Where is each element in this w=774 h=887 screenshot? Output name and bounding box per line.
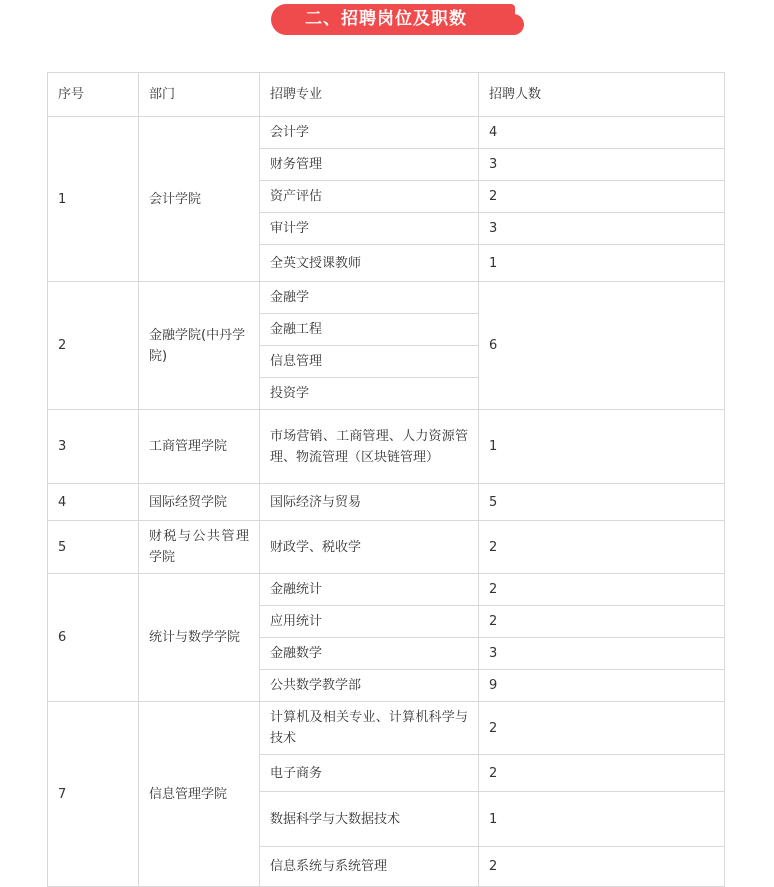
row-count: 1 — [479, 245, 725, 282]
row-major: 资产评估 — [260, 181, 479, 213]
row-major: 会计学 — [260, 117, 479, 149]
row-count: 2 — [479, 606, 725, 638]
row-count: 1 — [479, 410, 725, 484]
row-major: 金融学 — [260, 282, 479, 314]
row-count: 3 — [479, 149, 725, 181]
row-count: 3 — [479, 638, 725, 670]
row-dept: 工商管理学院 — [139, 410, 260, 484]
table-row — [48, 521, 725, 574]
table-row — [48, 282, 725, 314]
row-no: 1 — [48, 117, 139, 282]
row-major: 电子商务 — [260, 755, 479, 792]
row-dept: 统计与数学学院 — [139, 574, 260, 702]
row-major: 国际经济与贸易 — [260, 484, 479, 521]
row-count: 2 — [479, 702, 725, 755]
row-major: 财务管理 — [260, 149, 479, 181]
row-major: 信息系统与系统管理 — [260, 847, 479, 887]
row-count: 2 — [479, 847, 725, 887]
row-count: 2 — [479, 574, 725, 606]
row-dept: 会计学院 — [139, 117, 260, 282]
row-major: 数据科学与大数据技术 — [260, 792, 479, 847]
row-dept: 信息管理学院 — [139, 702, 260, 887]
header-no: 序号 — [48, 73, 139, 117]
table-row — [48, 702, 725, 755]
header-count: 招聘人数 — [479, 73, 725, 117]
row-major: 投资学 — [260, 378, 479, 410]
row-no: 2 — [48, 282, 139, 410]
row-count: 9 — [479, 670, 725, 702]
row-no: 5 — [48, 521, 139, 574]
header-major: 招聘专业 — [260, 73, 479, 117]
row-count: 4 — [479, 117, 725, 149]
row-major: 市场营销、工商管理、人力资源管理、物流管理（区块链管理） — [260, 410, 479, 484]
table-row — [48, 484, 725, 521]
row-major: 信息管理 — [260, 346, 479, 378]
row-count: 6 — [479, 282, 725, 410]
recruitment-table — [47, 72, 725, 887]
table-row — [48, 410, 725, 484]
row-no: 4 — [48, 484, 139, 521]
row-dept: 金融学院(中丹学院) — [139, 282, 260, 410]
row-count: 2 — [479, 521, 725, 574]
row-major: 金融统计 — [260, 574, 479, 606]
row-count: 2 — [479, 181, 725, 213]
row-major: 公共数学教学部 — [260, 670, 479, 702]
row-major: 审计学 — [260, 213, 479, 245]
row-count: 3 — [479, 213, 725, 245]
row-count: 1 — [479, 792, 725, 847]
banner-tail-decoration — [497, 14, 524, 35]
row-dept: 国际经贸学院 — [139, 484, 260, 521]
row-no: 3 — [48, 410, 139, 484]
row-major: 金融工程 — [260, 314, 479, 346]
row-major: 计算机及相关专业、计算机科学与技术 — [260, 702, 479, 755]
table-row — [48, 117, 725, 149]
row-dept: 财税与公共管理学院 — [139, 521, 260, 574]
row-count: 5 — [479, 484, 725, 521]
header-row — [48, 73, 725, 117]
row-no: 7 — [48, 702, 139, 887]
header-dept: 部门 — [139, 73, 260, 117]
row-major: 全英文授课教师 — [260, 245, 479, 282]
table-row — [48, 574, 725, 606]
row-major: 财政学、税收学 — [260, 521, 479, 574]
row-count: 2 — [479, 755, 725, 792]
row-major: 应用统计 — [260, 606, 479, 638]
row-major: 金融数学 — [260, 638, 479, 670]
section-title: 二、招聘岗位及职数 — [305, 9, 467, 29]
row-no: 6 — [48, 574, 139, 702]
